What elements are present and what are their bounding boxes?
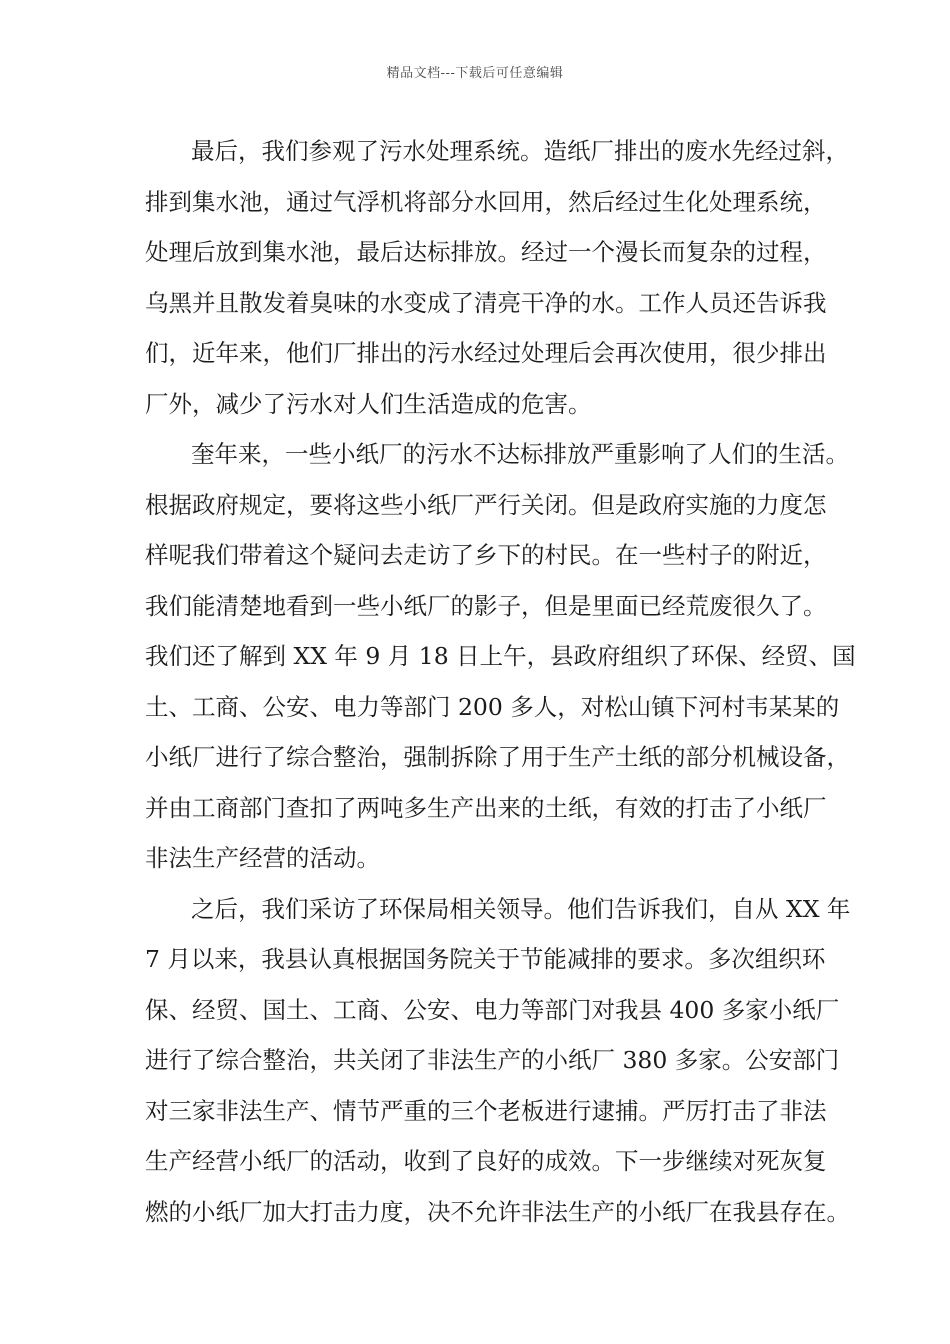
page-header: 精品文档---下载后可任意编辑 <box>386 66 564 81</box>
paragraph-line: 我们能清楚地看到一些小纸厂的影子，但是里面已经荒废很久了。 <box>145 591 827 620</box>
document-body <box>145 126 856 1237</box>
paragraph-line: 厂外，减少了污水对人们生活造成的危害。 <box>145 389 592 418</box>
paragraph-line: 处理后放到集水池，最后达标排放。经过一个漫长而复杂的过程， <box>145 238 827 266</box>
paragraph-line: 样呢我们带着这个疑问去走访了乡下的村民。在一些村子的附近， <box>145 541 827 569</box>
paragraph-line: 我们还了解到 XX 年 9 月 18 日上午，县政府组织了环保、经贸、国 <box>145 642 856 670</box>
paragraph-line: 土、工商、公安、电力等部门 200 多人，对松山镇下河村韦某某的 <box>145 692 840 721</box>
paragraph-line: 7 月以来，我县认真根据国务院关于节能减排的要求。多次组织环 <box>145 945 826 973</box>
paragraph-line: 非法生产经营的活动。 <box>145 844 380 872</box>
paragraph-line: 燃的小纸厂加大打击力度，决不允许非法生产的小纸厂在我县存在。 <box>145 1197 850 1226</box>
paragraph-line: 小纸厂进行了综合整治，强制拆除了用于生产土纸的部分机械设备， <box>145 743 850 771</box>
paragraph-line: 保、经贸、国土、工商、公安、电力等部门对我县 400 多家小纸厂 <box>145 995 840 1024</box>
paragraph-first-line: 奎年来，一些小纸厂的污水不达标排放严重影响了人们的生活。 <box>191 440 849 468</box>
paragraph-line: 排到集水池，通过气浮机将部分水回用，然后经过生化处理系统， <box>145 187 827 216</box>
paragraph-line: 并由工商部门查扣了两吨多生产出来的土纸，有效的打击了小纸厂 <box>145 793 827 822</box>
paragraph-line: 生产经营小纸厂的活动，收到了良好的成效。下一步继续对死灰复 <box>145 1147 827 1175</box>
paragraph-line: 乌黑并且散发着臭味的水变成了清亮干净的水。工作人员还告诉我 <box>145 288 827 317</box>
paragraph-line: 进行了综合整治，共关闭了非法生产的小纸厂 380 多家。公安部门 <box>145 1046 840 1074</box>
paragraph-line: 根据政府规定，要将这些小纸厂严行关闭。但是政府实施的力度怎 <box>145 490 827 519</box>
paragraph-line: 们，近年来，他们厂排出的污水经过处理后会再次使用，很少排出 <box>145 339 827 367</box>
paragraph-first-line: 最后，我们参观了污水处理系统。造纸厂排出的废水先经过斜， <box>191 137 849 165</box>
paragraph-first-line: 之后，我们采访了环保局相关领导。他们告诉我们，自从 XX 年 <box>191 894 851 923</box>
paragraph-line: 对三家非法生产、情节严重的三个老板进行逮捕。严厉打击了非法 <box>145 1096 827 1125</box>
